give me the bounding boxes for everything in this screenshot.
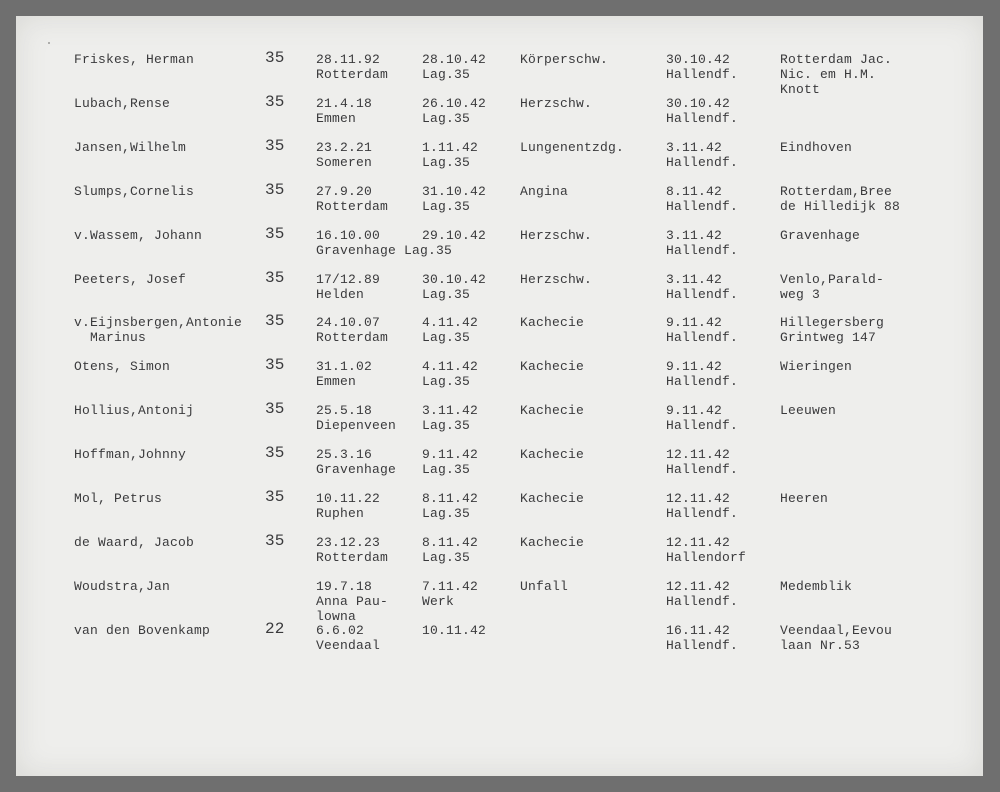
home-address: Veendaal,Eevou laan Nr.53 (780, 622, 893, 653)
person-name: Otens, Simon (74, 359, 171, 375)
arrival-date-camp: 30.10.42 Lag.35 (422, 271, 487, 302)
arrival-date-camp: 8.11.42 Lag.35 (422, 491, 479, 521)
block-number: 35 (265, 312, 285, 331)
home-address: Leeuwen (780, 403, 837, 419)
cause-of-death: Kachecie (520, 315, 585, 331)
person-name: Jansen,Wilhelm (74, 139, 187, 155)
cause-of-death: Lungenentzdg. (520, 139, 625, 155)
death-date-place: 12.11.42 Hallendf. (666, 491, 739, 521)
home-address: Wieringen (780, 359, 853, 375)
birth-date-place: 25.3.16 Gravenhage (316, 447, 397, 478)
arrival-date-camp: 7.11.42 Werk (422, 578, 479, 609)
birth-date-place: 19.7.18 Anna Pau- lowna (316, 578, 389, 624)
table-row (16, 356, 983, 403)
home-address: Gravenhage (780, 227, 861, 243)
home-address: Hillegersberg Grintweg 147 (780, 315, 885, 346)
cause-of-death: Angina (520, 183, 569, 199)
table-row (16, 312, 983, 359)
block-number: 35 (265, 400, 285, 419)
arrival-date-camp: 3.11.42 Lag.35 (422, 403, 479, 434)
block-number: 35 (265, 531, 285, 550)
table-row (16, 400, 983, 447)
person-name: de Waard, Jacob (74, 534, 195, 550)
person-name: Slumps,Cornelis (74, 183, 195, 199)
death-date-place: 3.11.42 Hallendf. (666, 271, 739, 302)
block-number: 35 (265, 92, 285, 111)
death-date-place: 12.11.42 Hallendorf (666, 534, 747, 565)
birth-date-place: 6.6.02 Veendaal (316, 622, 381, 653)
person-name: Lubach,Rense (74, 95, 171, 111)
birth-date-place: 28.11.92 Rotterdam (316, 52, 389, 82)
arrival-date-camp: 4.11.42 Lag.35 (422, 359, 479, 390)
birth-date-place: 16.10.00 Gravenhage Lag.35 (316, 227, 453, 258)
arrival-date-camp: 1.11.42 Lag.35 (422, 139, 479, 170)
birth-date-place: 25.5.18 Diepenveen (316, 403, 397, 434)
death-date-place: 12.11.42 Hallendf. (666, 578, 739, 609)
home-address: Venlo,Parald- weg 3 (780, 271, 885, 302)
death-date-place: 12.11.42 Hallendf. (666, 447, 739, 478)
birth-date-place: 23.12.23 Rotterdam (316, 534, 389, 565)
table-row (16, 619, 983, 667)
block-number: 35 (265, 488, 285, 506)
table-row (16, 136, 983, 184)
cause-of-death: Kachecie (520, 447, 585, 463)
cause-of-death: Kachecie (520, 359, 585, 375)
cause-of-death: Kachecie (520, 534, 585, 550)
arrival-date-camp: 31.10.42 Lag.35 (422, 183, 487, 214)
person-name: Friskes, Herman (74, 52, 195, 67)
birth-date-place: 27.9.20 Rotterdam (316, 183, 389, 214)
block-number: 35 (265, 49, 285, 67)
arrival-date-camp: 26.10.42 Lag.35 (422, 95, 487, 126)
table-row (16, 180, 983, 228)
death-date-place: 16.11.42 Hallendf. (666, 622, 739, 653)
birth-date-place: 23.2.21 Someren (316, 139, 373, 170)
death-date-place: 30.10.42 Hallendf. (666, 52, 739, 82)
person-name: Mol, Petrus (74, 491, 163, 506)
person-name: Woudstra,Jan (74, 578, 171, 594)
block-number: 35 (265, 224, 285, 243)
death-date-place: 3.11.42 Hallendf. (666, 227, 739, 258)
person-name: v.Wassem, Johann (74, 227, 203, 243)
cause-of-death: Herzschw. (520, 271, 593, 287)
birth-date-place: 21.4.18 Emmen (316, 95, 373, 126)
table-row (16, 579, 983, 623)
table-row (16, 224, 983, 272)
death-date-place: 9.11.42 Hallendf. (666, 359, 739, 390)
table-row (16, 444, 983, 491)
arrival-date-camp: 28.10.42 Lag.35 (422, 52, 487, 82)
person-name: v.Eijnsbergen,Antonie Marinus (74, 315, 243, 346)
person-name: Peeters, Josef (74, 271, 187, 287)
table-row (16, 49, 983, 97)
arrival-date-camp: 4.11.42 Lag.35 (422, 315, 479, 346)
death-date-place: 9.11.42 Hallendf. (666, 403, 739, 434)
document-sheet (16, 16, 983, 776)
death-date-place: 30.10.42 Hallendf. (666, 95, 739, 126)
home-address: Heeren (780, 491, 829, 506)
cause-of-death: Herzschw. (520, 227, 593, 243)
cause-of-death: Herzschw. (520, 95, 593, 111)
arrival-date-camp: 29.10.42 (422, 227, 487, 243)
person-name: Hollius,Antonij (74, 403, 195, 419)
table-row (16, 268, 983, 316)
cause-of-death: Kachecie (520, 491, 585, 506)
person-name: van den Bovenkamp (74, 622, 211, 638)
block-number: 35 (265, 136, 285, 155)
arrival-date-camp: 10.11.42 (422, 622, 487, 638)
birth-date-place: 10.11.22 Ruphen (316, 491, 381, 521)
paper-speck (48, 42, 50, 44)
arrival-date-camp: 8.11.42 Lag.35 (422, 534, 479, 565)
cause-of-death: Unfall (520, 578, 569, 594)
death-date-place: 9.11.42 Hallendf. (666, 315, 739, 346)
block-number: 35 (265, 444, 285, 463)
cause-of-death: Körperschw. (520, 52, 609, 67)
block-number: 35 (265, 268, 285, 287)
block-number: 35 (265, 356, 285, 375)
home-address: Rotterdam,Bree de Hilledijk 88 (780, 183, 901, 214)
person-name: Hoffman,Johnny (74, 447, 187, 463)
block-number: 35 (265, 180, 285, 199)
home-address: Eindhoven (780, 139, 853, 155)
cause-of-death: Kachecie (520, 403, 585, 419)
birth-date-place: 31.1.02 Emmen (316, 359, 373, 390)
death-date-place: 3.11.42 Hallendf. (666, 139, 739, 170)
death-date-place: 8.11.42 Hallendf. (666, 183, 739, 214)
arrival-date-camp: 9.11.42 Lag.35 (422, 447, 479, 478)
birth-date-place: 24.10.07 Rotterdam (316, 315, 389, 346)
block-number: 22 (265, 619, 285, 638)
table-row (16, 488, 983, 535)
table-row (16, 531, 983, 579)
table-row (16, 92, 983, 140)
birth-date-place: 17/12.89 Helden (316, 271, 381, 302)
home-address: Medemblik (780, 578, 853, 594)
home-address: Rotterdam Jac. Nic. em H.M. Knott (780, 52, 893, 97)
